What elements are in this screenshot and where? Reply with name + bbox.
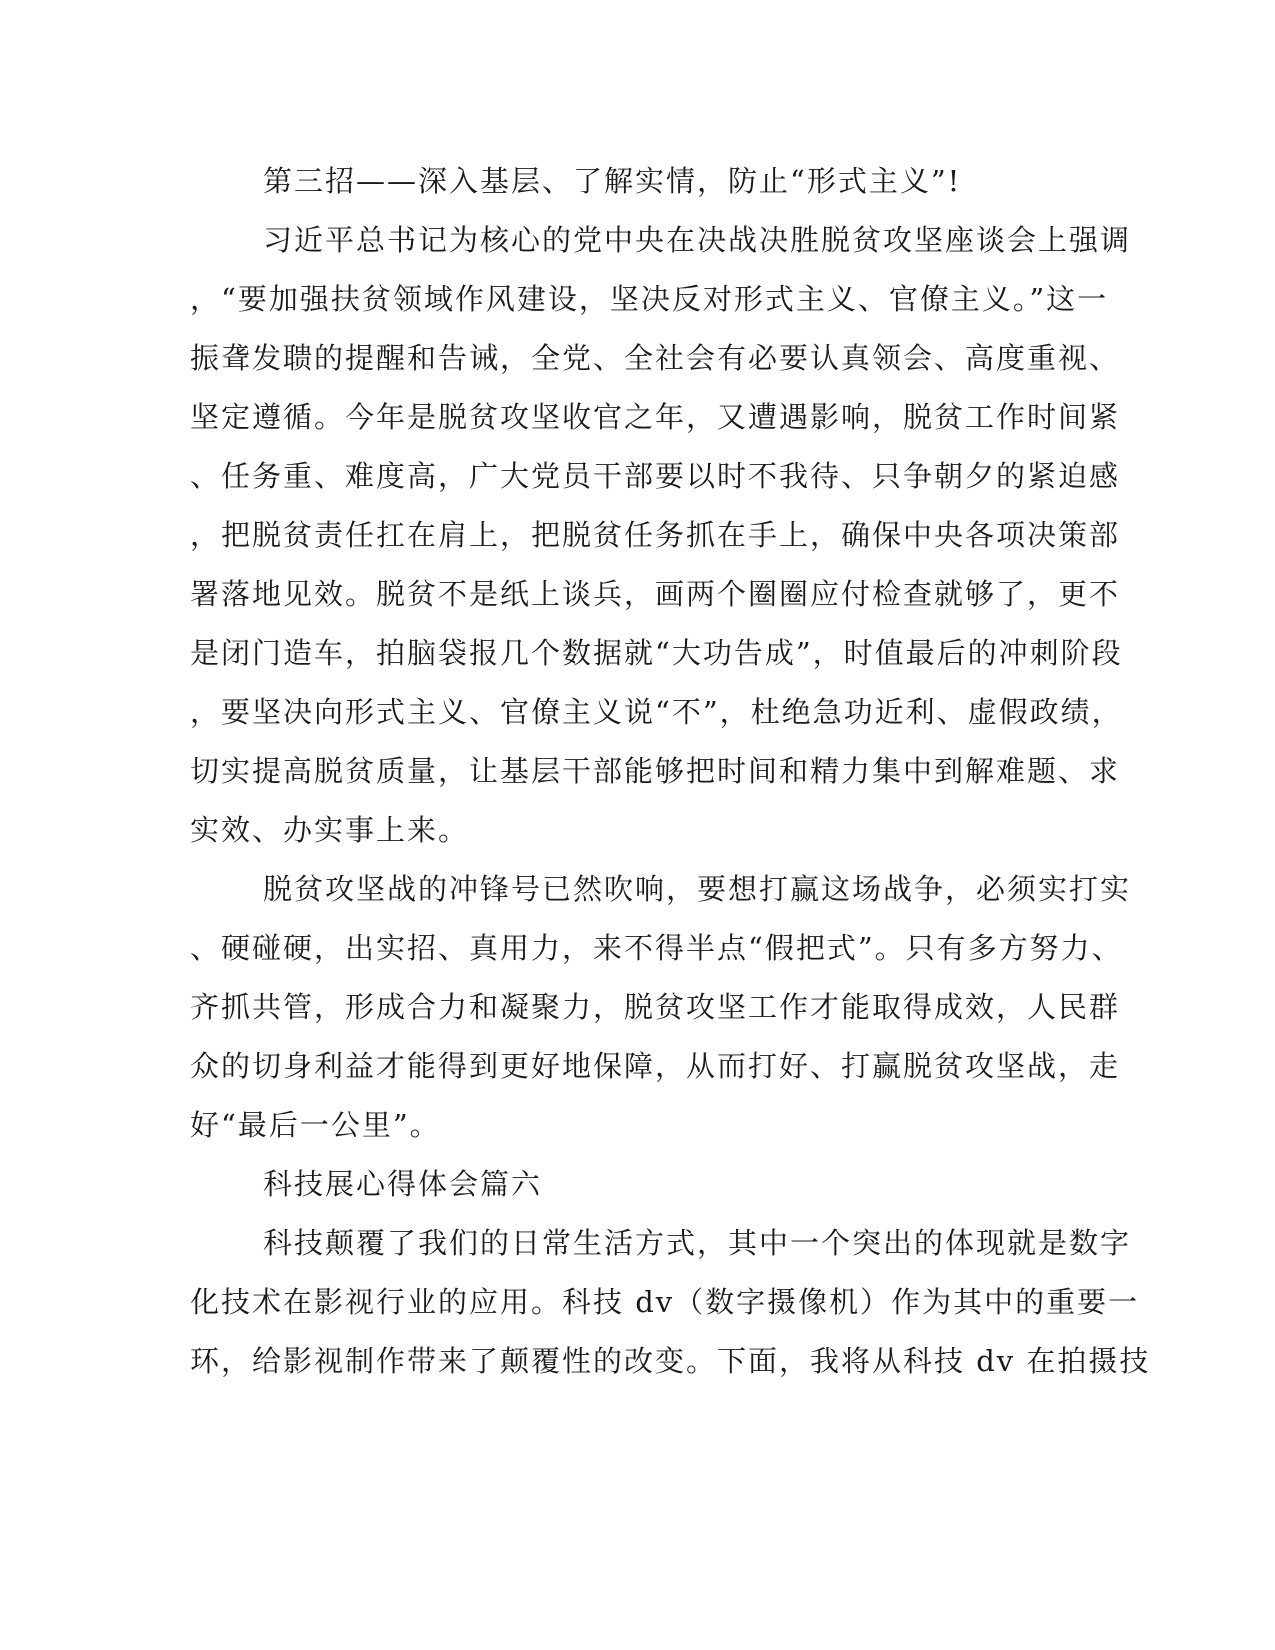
paragraph-line: 是闭门造车，拍脑袋报几个数据就“大功告成”，时值最后的冲刺阶段: [190, 636, 1123, 670]
section-heading-3: 第三招——深入基层、了解实情，防止“形式主义”!: [263, 164, 962, 198]
paragraph-line: 署落地见效。脱贫不是纸上谈兵，画两个圈圈应付检查就够了，更不: [190, 577, 1121, 611]
paragraph-line: 化技术在影视行业的应用。科技 dv（数字摄像机）作为其中的重要一: [190, 1285, 1140, 1319]
paragraph-line: 、任务重、难度高，广大党员干部要以时不我待、只争朝夕的紧迫感: [190, 459, 1121, 493]
paragraph-line: 脱贫攻坚战的冲锋号已然吹响，要想打赢这场战争，必须实打实: [263, 872, 1132, 906]
paragraph-line: 振聋发聩的提醒和告诫，全党、全社会有必要认真领会、高度重视、: [190, 341, 1121, 375]
paragraph-line: 切实提高脱贫质量，让基层干部能够把时间和精力集中到解难题、求: [190, 754, 1121, 788]
paragraph-line: ，“要加强扶贫领域作风建设，坚决反对形式主义、官僚主义。”这一: [190, 282, 1109, 316]
paragraph-line: 众的切身利益才能得到更好地保障，从而打好、打赢脱贫攻坚战，走: [190, 1049, 1121, 1083]
paragraph-line: 、硬碰硬，出实招、真用力，来不得半点“假把式”。只有多方努力、: [190, 931, 1123, 965]
paragraph-line: 环，给影视制作带来了颠覆性的改变。下面，我将从科技 dv 在拍摄技: [190, 1344, 1151, 1378]
paragraph-line: 实效、办实事上来。: [190, 813, 470, 847]
paragraph-line: 齐抓共管，形成合力和凝聚力，脱贫攻坚工作才能取得成效，人民群: [190, 990, 1121, 1024]
paragraph-line: 习近平总书记为核心的党中央在决战决胜脱贫攻坚座谈会上强调: [263, 223, 1132, 257]
paragraph-line: ，要坚决向形式主义、官僚主义说“不”，杜绝急功近利、虚假政绩，: [190, 695, 1123, 729]
paragraph-line: 坚定遵循。今年是脱贫攻坚收官之年，又遭遇影响，脱贫工作时间紧: [190, 400, 1121, 434]
paragraph-line: 科技颠覆了我们的日常生活方式，其中一个突出的体现就是数字: [263, 1226, 1132, 1260]
paragraph-line: 好“最后一公里”。: [190, 1108, 441, 1142]
section-heading-6: 科技展心得体会篇六: [263, 1167, 543, 1201]
paragraph-line: ，把脱贫责任扛在肩上，把脱贫任务抓在手上，确保中央各项决策部: [190, 518, 1121, 552]
